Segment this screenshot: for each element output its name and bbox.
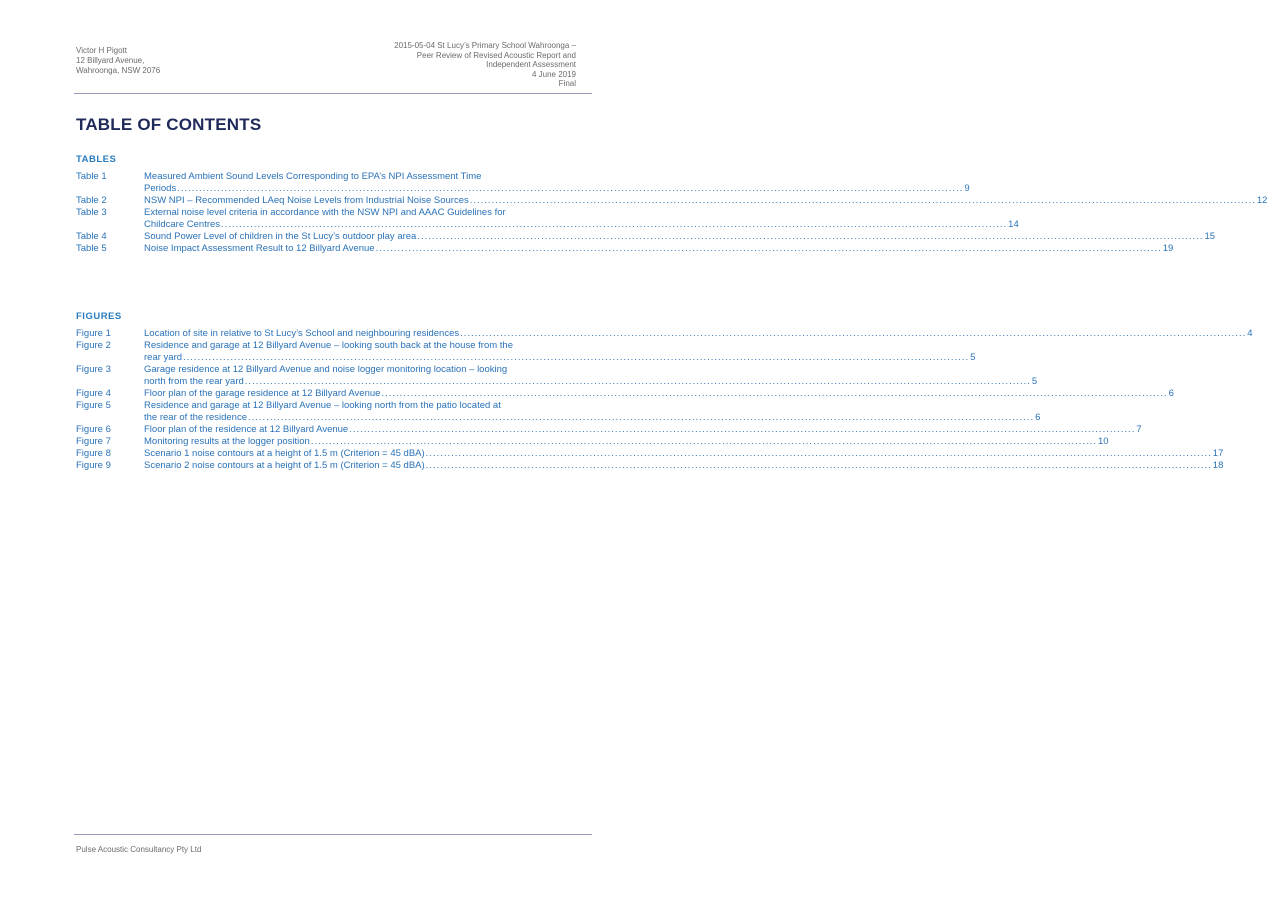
- figure-entry-body: [144, 388, 1174, 400]
- footer-divider: [74, 834, 592, 835]
- figure-entry-leader-line: [144, 352, 975, 364]
- table-entry-title-line: NSW NPI – Recommended LAeq Noise Levels from Industrial Noise Sources: [144, 195, 469, 206]
- figure-entry-label: Figure 9: [76, 460, 111, 471]
- figure-entry-body: [144, 448, 1223, 460]
- figure-entry-label: Figure 4: [76, 388, 111, 399]
- table-entry-leader-line: [144, 231, 1215, 243]
- figure-entry-body: [144, 460, 1223, 472]
- table-entry-page-number: 19: [1162, 243, 1174, 254]
- figure-entry-body: [144, 328, 1253, 340]
- figure-entry-title-line: rear yard: [144, 352, 183, 363]
- figure-entry-title-line: Scenario 2 noise contours at a height of 1.5 m (Criterion = 45 dBA): [144, 460, 425, 471]
- dot-leader: [417, 231, 1203, 243]
- figure-entry-title-line: Residence and garage at 12 Billyard Avenue – looking south back at the house from the: [144, 340, 513, 351]
- figure-entry-page-number: 18: [1212, 460, 1224, 471]
- figure-entry-page-number: 7: [1136, 424, 1142, 435]
- figure-entry-leader-line: [144, 328, 1253, 340]
- figure-entry[interactable]: [76, 448, 1224, 460]
- figure-entry[interactable]: [76, 364, 1038, 388]
- table-entry-label: Table 2: [76, 195, 107, 206]
- header-address-line: Wahroonga, NSW 2076: [76, 66, 161, 75]
- figure-entry-page-number: 5: [1031, 376, 1038, 387]
- figure-entry-page-number: 6: [1168, 388, 1174, 399]
- figure-entry-title-line: Location of site in relative to St Lucy’s School and neighbouring residences: [144, 328, 460, 339]
- table-entry-body: [144, 243, 1173, 255]
- figure-entry-title-line: Floor plan of the garage residence at 12 Billyard Avenue: [144, 388, 381, 399]
- table-entry-page-number: 14: [1008, 219, 1019, 230]
- table-entry-leader-line: [144, 195, 1267, 207]
- table-entry[interactable]: [76, 171, 970, 195]
- header-info-line: Final: [558, 79, 576, 88]
- figure-entry-label: Figure 5: [76, 400, 111, 411]
- header-info-line: 4 June 2019: [531, 69, 576, 79]
- figure-entry[interactable]: [76, 400, 1041, 424]
- dot-leader: [177, 183, 963, 195]
- table-entry[interactable]: [76, 243, 1174, 255]
- header-address: [76, 46, 160, 76]
- dot-leader: [426, 448, 1212, 460]
- dot-leader: [311, 436, 1097, 448]
- footer-company: Pulse Acoustic Consultancy Pty Ltd: [76, 845, 202, 854]
- header-info-line: Peer Review of Revised Acoustic Report and: [416, 50, 576, 60]
- figure-entry-body: [144, 436, 1109, 448]
- table-entry-page-number: 9: [964, 183, 970, 194]
- table-entry[interactable]: [76, 195, 1267, 207]
- figure-entry-page-number: 6: [1035, 412, 1041, 423]
- figure-entry-label: Figure 2: [76, 340, 111, 351]
- table-entry-label: Table 3: [76, 207, 107, 218]
- figures-heading: FIGURES: [76, 311, 122, 322]
- dot-leader: [460, 328, 1246, 340]
- figure-entry-title-line: Residence and garage at 12 Billyard Avenue – looking north from the patio located at: [144, 400, 501, 411]
- table-entry-leader-line: [144, 183, 970, 195]
- table-entry-page-number: 15: [1204, 231, 1216, 242]
- figure-entry-page-number: 4: [1247, 328, 1253, 339]
- figure-entry-title-line: the rear of the residence: [144, 412, 247, 423]
- table-entry-title-line: Measured Ambient Sound Levels Corresponding to EPA’s NPI Assessment Time: [144, 171, 482, 182]
- header-divider: [74, 93, 592, 94]
- table-entry-title-line: External noise level criteria in accordance with the NSW NPI and AAAC Guidelines for: [144, 207, 506, 218]
- header-address-line: 12 Billyard Avenue,: [76, 56, 145, 65]
- table-entry-label: Table 5: [76, 243, 107, 254]
- figure-entry[interactable]: [76, 388, 1174, 400]
- header-info-line: Independent Assessment: [486, 60, 576, 69]
- table-entry[interactable]: [76, 207, 1019, 231]
- dot-leader: [381, 388, 1167, 400]
- dot-leader: [221, 219, 1007, 231]
- figure-entry-body: [144, 364, 1037, 388]
- table-entry-body: [144, 195, 1267, 207]
- figure-entry-title-line: Scenario 1 noise contours at a height of 1.5 m (Criterion = 45 dBA): [144, 448, 425, 459]
- figure-entry-body: [144, 400, 1040, 424]
- dot-leader: [183, 352, 969, 364]
- table-entry-leader-line: [144, 219, 1019, 231]
- table-entry-leader-line: [144, 243, 1173, 255]
- tables-list: [76, 171, 1267, 255]
- figure-entry-leader-line: [144, 376, 1037, 388]
- figure-entry-label: Figure 8: [76, 448, 111, 459]
- figure-entry-title-line: Monitoring results at the logger position: [144, 436, 310, 447]
- dot-leader: [349, 424, 1135, 436]
- header-document-info: [346, 41, 576, 89]
- dot-leader: [376, 243, 1162, 255]
- figure-entry-label: Figure 3: [76, 364, 111, 375]
- figures-list: [76, 328, 1253, 472]
- dot-leader: [245, 376, 1031, 388]
- table-entry-page-number: 12: [1256, 195, 1267, 206]
- figure-entry-leader-line: [144, 460, 1223, 472]
- table-entry-label: Table 1: [76, 171, 107, 182]
- figure-entry-page-number: 10: [1097, 436, 1109, 447]
- figure-entry-title-line: Floor plan of the residence at 12 Billyard Avenue: [144, 424, 349, 435]
- table-entry-body: [144, 231, 1215, 243]
- figure-entry-page-number: 17: [1212, 448, 1224, 459]
- figure-entry-leader-line: [144, 412, 1040, 424]
- figure-entry-body: [144, 340, 975, 364]
- table-entry[interactable]: [76, 231, 1216, 243]
- figure-entry-body: [144, 424, 1142, 436]
- figure-entry-leader-line: [144, 424, 1142, 436]
- table-entry-label: Table 4: [76, 231, 107, 242]
- header-info-line: 2015-05-04 St Lucy’s Primary School Wahroonga –: [394, 41, 576, 50]
- table-entry-title-line: Periods: [144, 183, 177, 194]
- figure-entry[interactable]: [76, 460, 1224, 472]
- figure-entry-leader-line: [144, 388, 1174, 400]
- figure-entry[interactable]: [76, 436, 1109, 448]
- dot-leader: [470, 195, 1256, 207]
- table-entry-title-line: Noise Impact Assessment Result to 12 Billyard Avenue: [144, 243, 375, 254]
- dot-leader: [248, 412, 1034, 424]
- figure-entry[interactable]: [76, 328, 1253, 340]
- figure-entry-label: Figure 1: [76, 328, 111, 339]
- table-entry-title-line: Childcare Centres: [144, 219, 221, 230]
- figure-entry-page-number: 5: [970, 352, 976, 363]
- figure-entry[interactable]: [76, 340, 976, 364]
- figure-entry-leader-line: [144, 436, 1109, 448]
- table-entry-body: [144, 171, 970, 195]
- dot-leader: [426, 460, 1212, 472]
- header-address-line: Victor H Pigott: [76, 46, 127, 55]
- figure-entry-leader-line: [144, 448, 1223, 460]
- tables-heading: TABLES: [76, 154, 117, 165]
- table-entry-body: [144, 207, 1019, 231]
- page-title: TABLE OF CONTENTS: [76, 115, 262, 134]
- table-entry-title-line: Sound Power Level of children in the St Lucy’s outdoor play area: [144, 231, 417, 242]
- figure-entry-title-line: north from the rear yard: [144, 376, 244, 387]
- figure-entry-title-line: Garage residence at 12 Billyard Avenue and noise logger monitoring location – looking: [144, 364, 508, 375]
- figure-entry-label: Figure 6: [76, 424, 111, 435]
- figure-entry-label: Figure 7: [76, 436, 111, 447]
- figure-entry[interactable]: [76, 424, 1142, 436]
